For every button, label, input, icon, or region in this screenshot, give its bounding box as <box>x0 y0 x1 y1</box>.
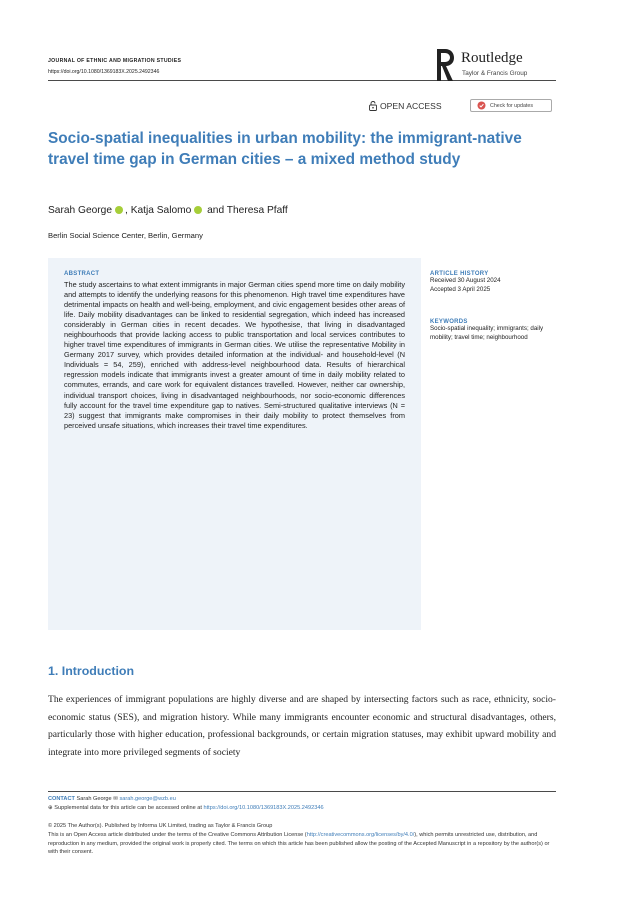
update-badge-icon <box>477 101 486 110</box>
author-name[interactable]: Katja Salomo <box>130 205 192 216</box>
author-separator: , <box>125 205 128 216</box>
abstract-box <box>48 258 421 630</box>
supplemental-line <box>48 804 556 813</box>
license-text-a: This is an Open Access article distributed under the terms of the Creative Commons Attribution License ( <box>48 832 307 838</box>
intro-paragraph: The experiences of immigrant populations are highly diverse and are shaped by intersecting factors such as race, ethnicity, socio-economic status (SES), and migration history. While many immigrants encounter economic and structural disadvantages, others, particularly those with higher education, professional backgrounds, or certain migration statuses, may exhibit upward mobility and integrate into more privileged segments of society <box>48 694 556 758</box>
journal-name: JOURNAL OF ETHNIC AND MIGRATION STUDIES <box>48 58 182 64</box>
received-date: Received 30 August 2024 <box>430 277 501 284</box>
article-history <box>430 271 556 295</box>
author-conjunction: and <box>207 205 225 216</box>
publisher-subtitle: Taylor & Francis Group <box>462 70 528 77</box>
license-link[interactable]: http://creativecommons.org/licenses/by/4.0/ <box>306 832 415 838</box>
footnote-rule <box>48 791 556 792</box>
contact-email[interactable]: sarah.george@wzb.eu <box>119 796 176 802</box>
keywords <box>430 319 554 343</box>
contact-line <box>48 795 556 804</box>
open-access-label: OPEN ACCESS <box>380 101 442 111</box>
accepted-date: Accepted 3 April 2025 <box>430 285 491 293</box>
orcid-icon[interactable] <box>194 206 202 214</box>
routledge-icon <box>434 48 456 82</box>
doi-link[interactable]: https://doi.org/10.1080/1369183X.2025.2492346 <box>48 69 160 75</box>
keywords-text: Socio-spatial inequality; immigrants; daily mobility; travel time; neighbourhood <box>430 325 544 341</box>
section-heading: 1. Introduction <box>48 664 135 678</box>
publisher-name: Routledge <box>461 50 523 66</box>
author-line <box>48 205 288 216</box>
supplemental-icon: ⊕ <box>48 805 53 811</box>
license-text-b: ), which permits unrestricted use, distribution, and reproduction in any medium, provided the original work is properly cited. The terms on which this article has been published allow the posting of the Accepted Manuscript in a repository by the author(s) or with their consent. <box>48 832 550 856</box>
supplemental-link[interactable]: https://doi.org/10.1080/1369183X.2025.2492346 <box>203 805 324 811</box>
check-updates-label: Check for updates <box>490 102 533 109</box>
publisher-logo <box>434 48 558 84</box>
open-access-badge <box>369 101 442 111</box>
orcid-icon[interactable] <box>115 206 123 214</box>
abstract-heading: ABSTRACT <box>64 271 100 277</box>
supplemental-text: Supplemental data for this article can be accessed online at <box>54 805 202 811</box>
contact-label: CONTACT <box>48 796 75 802</box>
copyright-line: © 2025 The Author(s). Published by Informa UK Limited, trading as Taylor & Francis Group <box>48 823 273 829</box>
abstract-text: The study ascertains to what extent immigrants in major German cities spend more time on daily mobility and attempts to identify the underlying reasons for this phenomenon. High travel time expenditures have detrimental impacts on health and well-being, employment, and civic engagement besides other areas of life. Daily mobility disadvantages can be linked to residential segregation, which indeed has increased considerably in German cities in recent decades. We hypothesise, that living in disadvantaged neighbourhoods that provide lacking access to public transportation and local services contributes to higher travel time expenditures of immigrants in German cities. We utilise the representative Mobility in Germany 2017 survey, which provides detailed information at the individual- and household-level (N Individuals = 54, 259), enriched with address-level neighbourhood data. Results of hierarchical regression models indicate that immigrants invest a greater amount of time in daily mobility related to commutes, errands, and care work for equivalent distances travelled. However, neither car ownership, individual transport choices, living in disadvantaged neighbourhoods, nor socio-economic differences fully account for the travel time expenditure gap to natives. Semi-structured qualitative interviews (N = 23) suggest that immigrants make compromises in their daily mobility to protect themselves from perceived unsafe situations, which increases their travel time expenditures. <box>64 280 405 430</box>
keywords-heading: KEYWORDS <box>430 319 468 325</box>
author-name[interactable]: Sarah George <box>48 205 112 216</box>
history-heading: ARTICLE HISTORY <box>430 271 489 277</box>
contact-name: Sarah George <box>76 796 112 802</box>
affiliation: Berlin Social Science Center, Berlin, Germany <box>48 231 203 240</box>
author-name[interactable]: Theresa Pfaff <box>226 205 288 216</box>
check-updates-button[interactable] <box>470 99 552 112</box>
article-title: Socio-spatial inequalities in urban mobility: the immigrant-native travel time gap in German cities – a mixed method study <box>48 130 522 168</box>
email-icon: ✉ <box>113 796 118 802</box>
license-text <box>48 831 556 857</box>
open-lock-icon <box>369 101 377 111</box>
